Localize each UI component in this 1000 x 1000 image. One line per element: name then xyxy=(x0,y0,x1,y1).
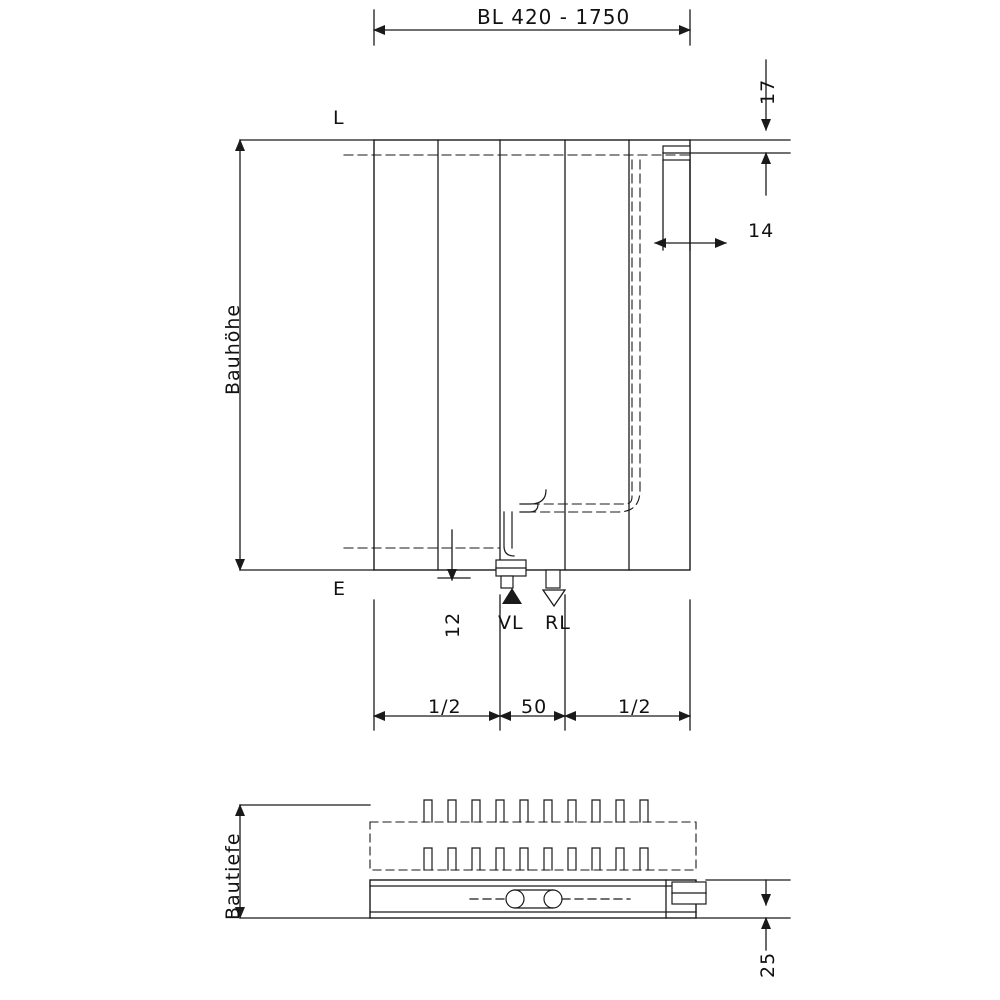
dimension-label-17: 17 xyxy=(757,78,779,105)
dimension-bautiefe xyxy=(240,805,370,918)
fin-comb-lower xyxy=(424,848,648,870)
dimension-label-bauhoehe: Bauhöhe xyxy=(222,303,244,395)
dimension-label-half-right: 1/2 xyxy=(618,696,652,718)
dimension-label-half-left: 1/2 xyxy=(428,696,462,718)
marker-label-L: L xyxy=(333,107,345,129)
dimension-25 xyxy=(696,880,790,950)
dimension-label-overall-width: BL 420 - 1750 xyxy=(477,5,631,29)
dimension-bauhoehe xyxy=(240,140,374,570)
flow-direction-markers xyxy=(502,588,565,606)
radiator-front-view xyxy=(374,140,690,570)
fin-comb-upper xyxy=(424,800,648,822)
dimension-label-bautiefe: Bautiefe xyxy=(222,832,244,920)
dimension-label-12: 12 xyxy=(442,611,464,638)
dimension-label-50: 50 xyxy=(521,696,548,718)
flow-label-VL: VL xyxy=(498,612,524,634)
dimension-label-25: 25 xyxy=(757,951,779,978)
radiator-side-view xyxy=(370,800,706,918)
marker-label-E: E xyxy=(333,578,347,600)
return-label-RL: RL xyxy=(545,612,571,634)
dimension-label-14: 14 xyxy=(748,220,775,242)
